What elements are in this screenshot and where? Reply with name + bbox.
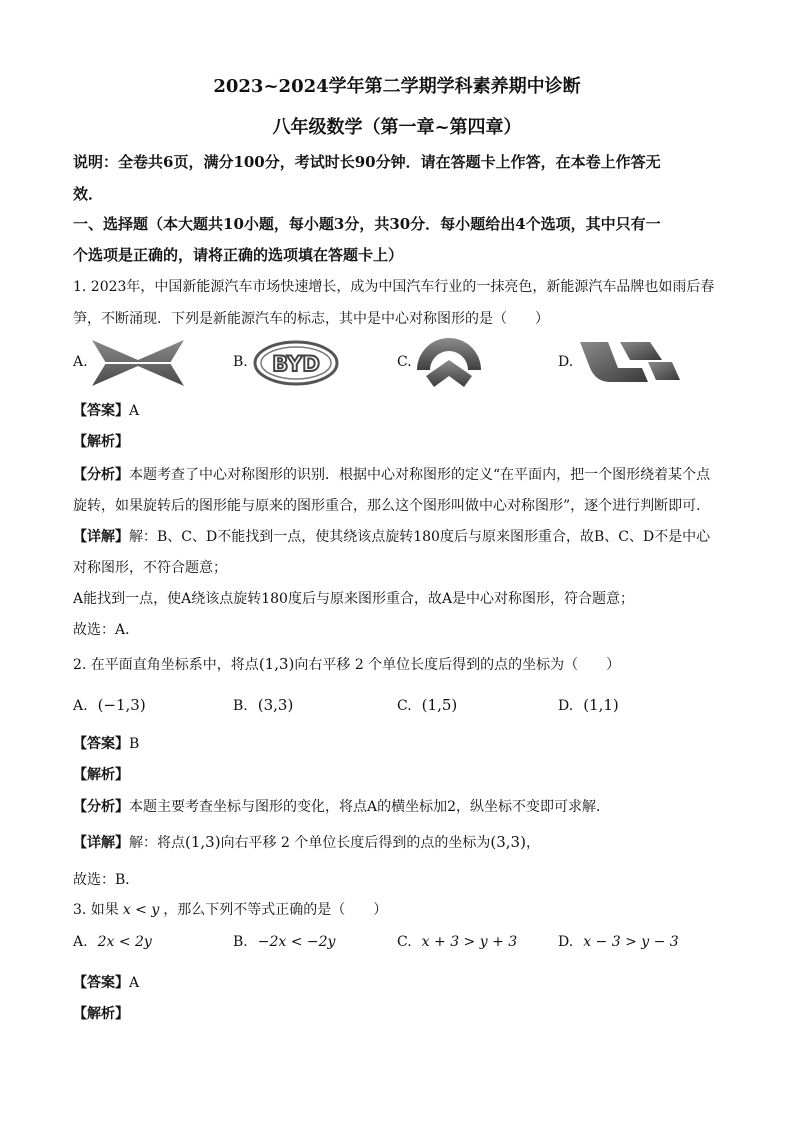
exam-title: 2023~2024学年第二学期学科素养期中诊断 — [213, 76, 581, 97]
q2-detail-point: (1,3) — [185, 833, 221, 851]
q1-detail-text-1: 解：B、C、D不能找到一点，使其绕该点旋转180度后与原来图形重合，故B、C、D不是中心 — [129, 529, 711, 545]
logo-b-oval-emblem — [253, 340, 339, 386]
q3-answer-value: A — [129, 975, 140, 991]
q3-option-c-label: C. — [397, 934, 412, 950]
q3-analysis-tag: 【解析】 — [73, 1006, 129, 1022]
q2-stem — [73, 654, 620, 674]
q1-option-b-label: B. — [233, 354, 248, 370]
q3-option-d-label: D. — [558, 934, 574, 950]
q3-option-c — [397, 934, 517, 950]
q2-option-b-label: B. — [233, 698, 248, 714]
q1-answer-value: A — [129, 403, 140, 419]
logo-a-crossed-shape — [92, 338, 184, 388]
q2-fenxi-tag: 【分析】 — [73, 799, 129, 815]
q3-option-a-label: A. — [73, 934, 88, 950]
q2-detail-mid: 向右平移 2 个单位长度后得到的点的坐标为 — [220, 835, 491, 851]
q3-option-a-value: 2x < 2y — [97, 934, 152, 950]
q3-option-a — [73, 934, 152, 950]
q1-stem-line-2: 笋，不断涌现．下列是新能源汽车的标志，其中是中心对称图形的是（ ） — [73, 311, 549, 327]
q2-option-d-value: (1,1) — [583, 696, 619, 714]
q3-stem-condition: x < y — [122, 902, 160, 918]
q2-option-a — [73, 696, 146, 714]
q1-fenxi-line-1 — [73, 464, 710, 484]
q2-detail-tag: 【详解】 — [73, 835, 129, 851]
q2-option-d-label: D. — [558, 698, 574, 714]
q3-answer-tag: 【答案】 — [73, 975, 129, 991]
q1-analysis-tag: 【解析】 — [73, 434, 129, 450]
logo-c-arch-chevron — [414, 332, 484, 392]
q2-answer — [73, 733, 139, 753]
q1-fenxi-tag: 【分析】 — [73, 467, 129, 483]
q3-stem-post: ，那么下列不等式正确的是（ ） — [163, 902, 388, 918]
q2-conclusion: 故选：B． — [73, 872, 140, 888]
q1-detail-line-3: A能找到一点，使A绕该点旋转180度后与原来图形重合，故A是中心对称图形，符合题意； — [73, 591, 635, 607]
q3-answer — [73, 972, 139, 992]
q2-stem-point: (1,3) — [258, 655, 295, 673]
q2-option-c-label: C. — [397, 698, 412, 714]
q1-option-c-label: C. — [397, 354, 412, 370]
q1-answer — [73, 400, 139, 420]
q2-option-c-value: (1,5) — [421, 696, 458, 714]
q3-option-d-value: x − 3 > y − 3 — [583, 934, 679, 950]
q2-answer-tag: 【答案】 — [73, 736, 129, 752]
q1-detail-line-1 — [73, 526, 710, 546]
q2-option-c — [397, 696, 457, 714]
q3-stem — [73, 899, 387, 919]
q2-option-d — [558, 696, 619, 714]
q3-options — [73, 934, 733, 964]
section-heading-line-1: 一、选择题（本大题共10小题，每小题3分，共30分．每小题给出4个选项，其中只有一 — [73, 215, 661, 233]
instructions-line-2: 效． — [73, 185, 104, 203]
q2-option-b — [233, 696, 293, 714]
q3-option-b-label: B. — [233, 934, 248, 950]
q3-option-d — [558, 934, 679, 950]
q2-stem-pre: 2. 在平面直角坐标系中，将点 — [73, 657, 259, 673]
q2-stem-post: 向右平移 2 个单位长度后得到的点的坐标为（ ） — [294, 657, 621, 673]
q3-stem-pre: 3. 如果 — [73, 902, 119, 918]
q2-option-a-value: (−1,3) — [97, 696, 146, 714]
q2-fenxi-line — [73, 796, 610, 816]
q1-detail-line-2: 对称图形，不符合题意； — [73, 560, 227, 576]
q1-fenxi-text-1: 本题考查了中心对称图形的识别．根据中心对称图形的定义“在平面内，把一个图形绕着某个点 — [129, 467, 711, 483]
q2-analysis-tag: 【解析】 — [73, 767, 129, 783]
q2-detail-result: (3,3) — [490, 833, 526, 851]
logo-b-lettering: BYD — [272, 352, 320, 376]
q1-answer-tag: 【答案】 — [73, 403, 129, 419]
q2-detail-line — [73, 832, 540, 852]
q1-stem-line-1: 1. 2023年，中国新能源汽车市场快速增长，成为中国汽车行业的一抹亮色，新能源汽车品牌也如雨后春 — [73, 279, 715, 295]
q1-detail-tag: 【详解】 — [73, 529, 129, 545]
q1-option-d-label: D. — [558, 354, 574, 370]
q1-option-a-label: A. — [73, 354, 88, 370]
instructions-line-1: 说明：全卷共6页，满分100分，考试时长90分钟．请在答题卡上作答，在本卷上作答无 — [73, 153, 661, 171]
section-heading-line-2: 个选项是正确的，请将正确的选项填在答题卡上） — [73, 246, 404, 264]
q1-conclusion: 故选：A． — [73, 622, 140, 638]
q1-fenxi-line-2: 旋转，如果旋转后的图形能与原来的图形重合，那么这个图形叫做中心对称图形”，逐个进行判断即可． — [73, 498, 711, 514]
q3-option-b-value: −2x < −2y — [257, 934, 336, 950]
exam-subtitle: 八年级数学（第一章~第四章） — [272, 117, 522, 138]
q2-option-b-value: (3,3) — [257, 696, 294, 714]
q2-option-a-label: A. — [73, 698, 88, 714]
q3-option-c-value: x + 3 > y + 3 — [421, 934, 518, 950]
q2-detail-pre: 解：将点 — [129, 835, 185, 851]
q2-detail-post: ， — [525, 835, 540, 851]
q2-fenxi-text: 本题主要考查坐标与图形的变化，将点A的横坐标加2，纵坐标不变即可求解． — [129, 799, 611, 815]
logo-d-slanted-blocks — [580, 340, 680, 384]
q2-options — [73, 696, 733, 726]
q2-answer-value: B — [129, 736, 140, 752]
q3-option-b — [233, 934, 335, 950]
